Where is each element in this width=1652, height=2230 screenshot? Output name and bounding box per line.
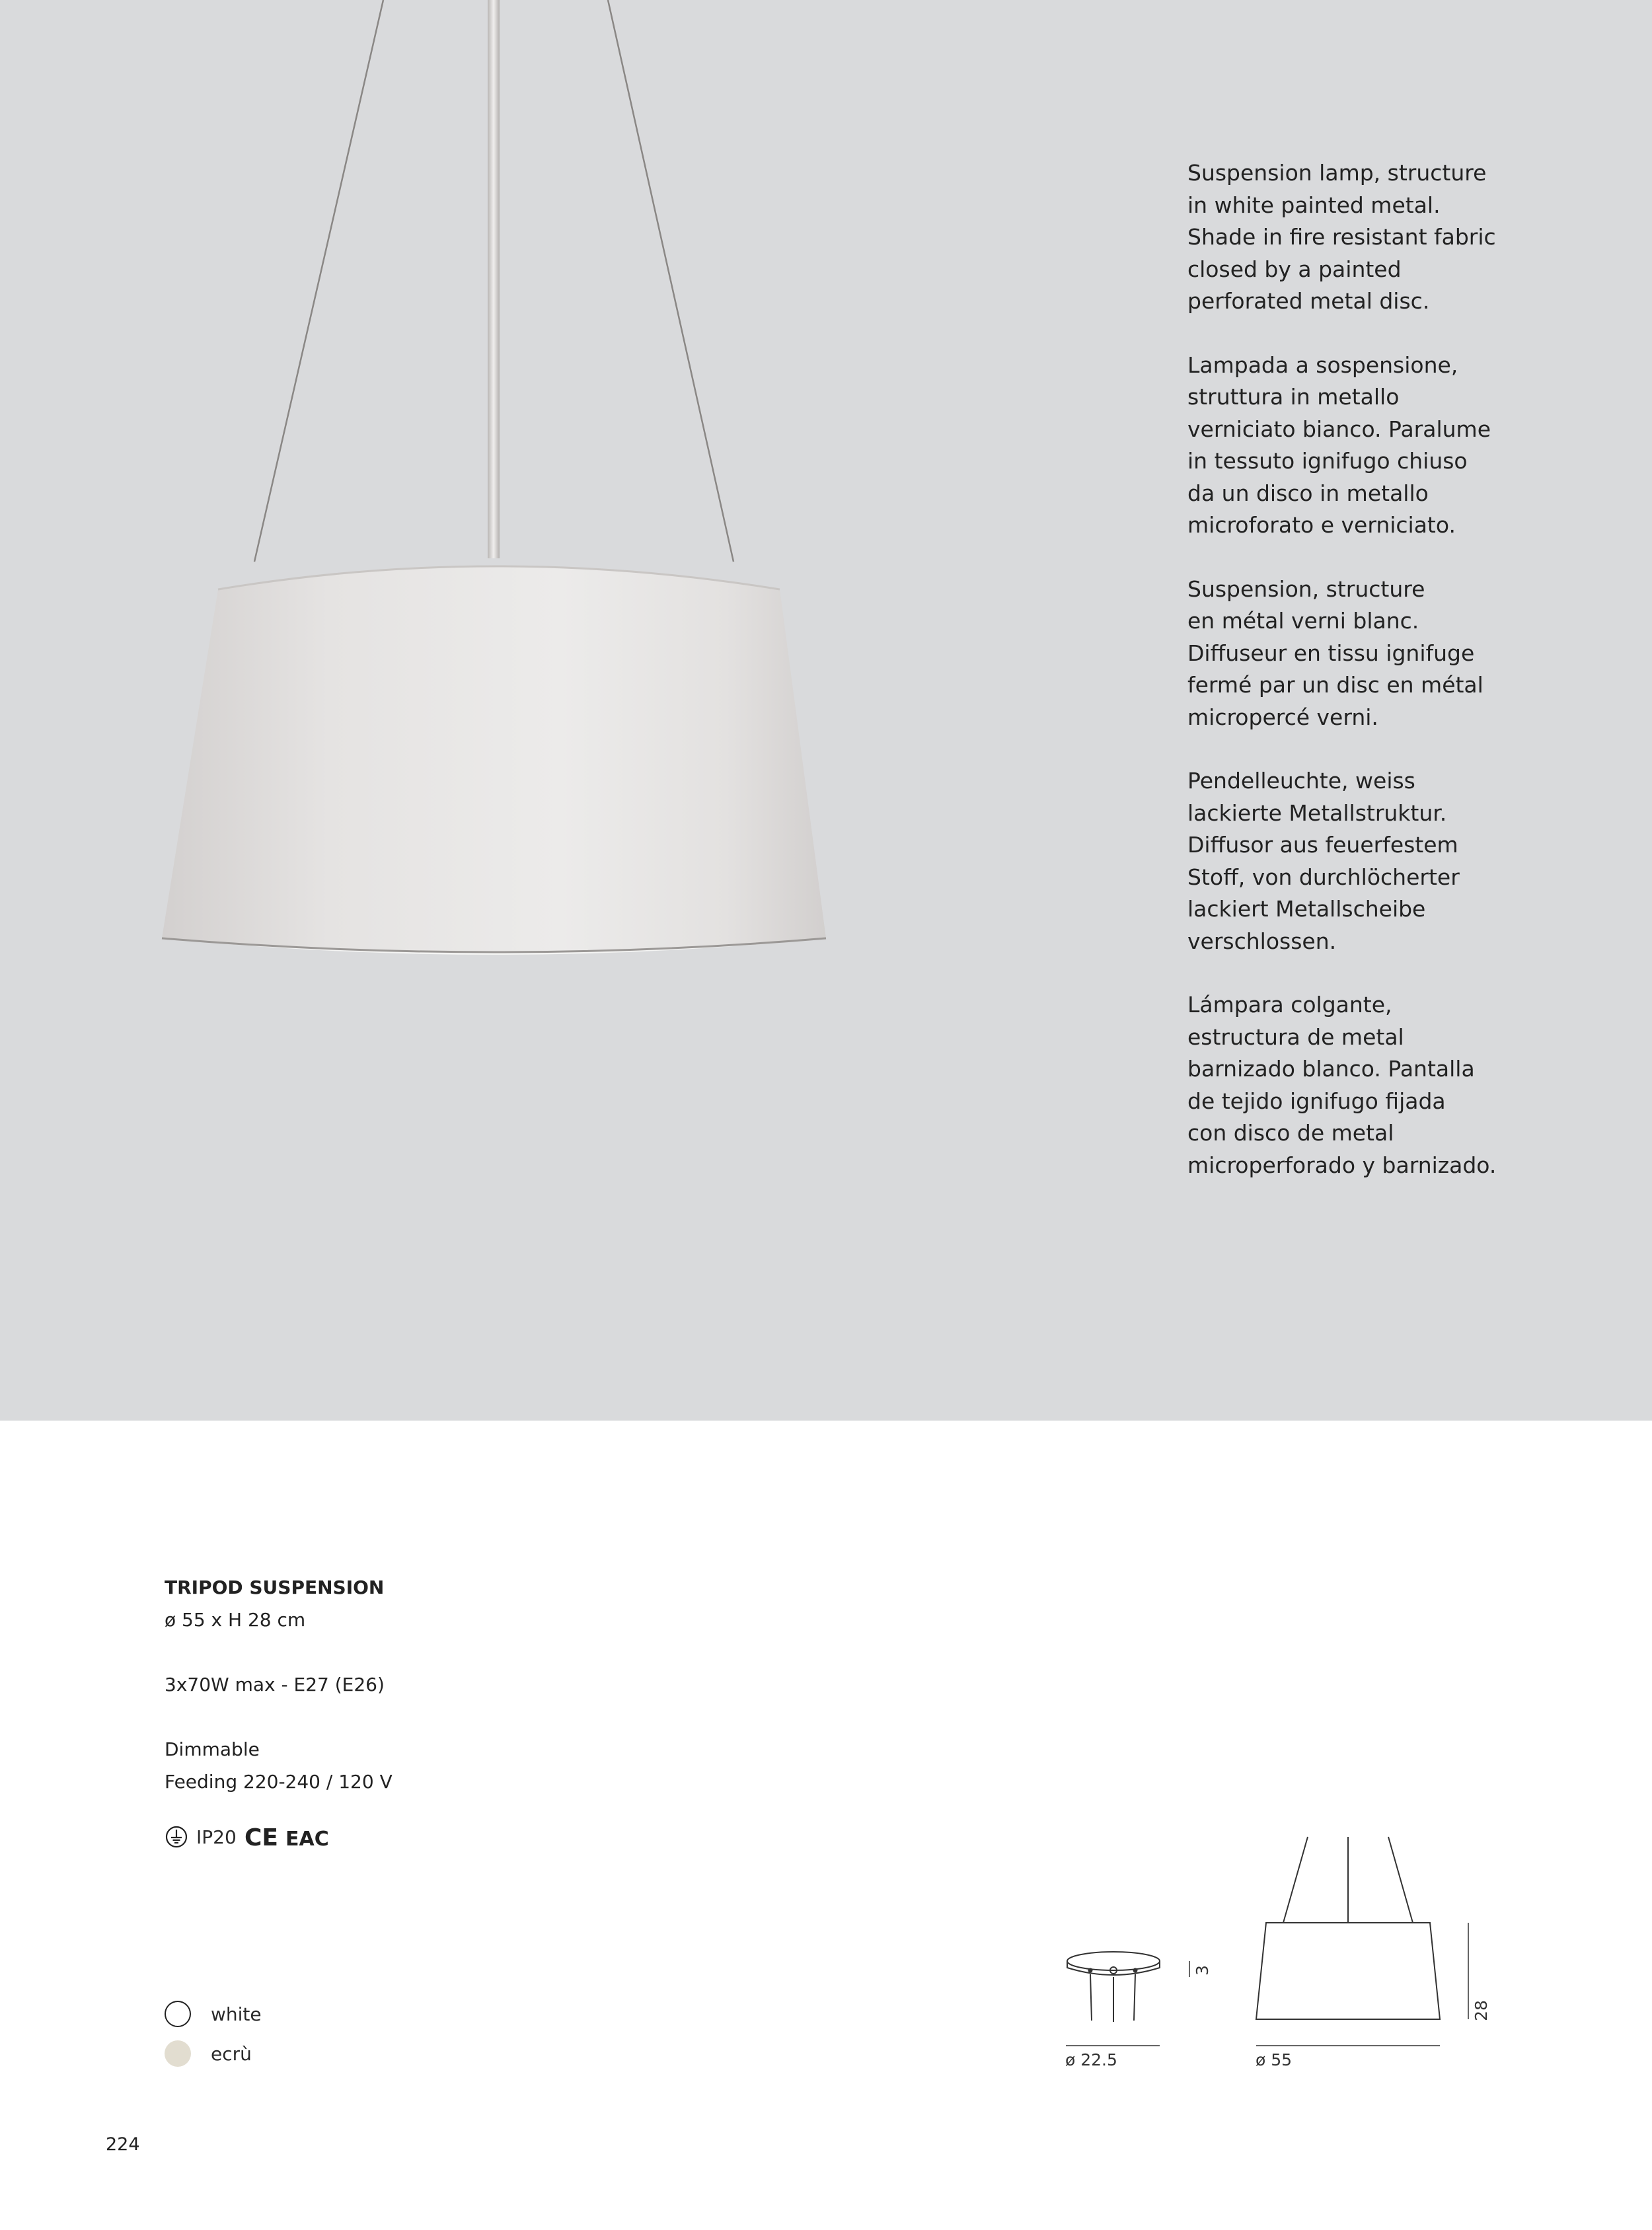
canopy-height-label: 3 (1193, 1965, 1212, 1976)
swatch-ecru (165, 2040, 191, 2067)
description-english: Suspension lamp, structure in white painted metal. Shade in fire resistant fabric closed by a painted perforated metal disc. (1187, 160, 1496, 314)
finish-white (165, 1994, 262, 2034)
product-specs (165, 1571, 759, 1798)
eac-mark-icon (285, 1825, 329, 1851)
product-feeding: Feeding 220-240 / 120 V (165, 1771, 393, 1793)
ground-symbol-icon (165, 1825, 188, 1849)
product-power: 3x70W max - E27 (E26) (165, 1674, 385, 1695)
shade-diameter-label: ø 55 (1256, 2050, 1293, 2069)
product-size: ø 55 x H 28 cm (165, 1609, 306, 1631)
spacer (165, 1636, 759, 1668)
product-title: TRIPOD SUSPENSION (165, 1577, 385, 1598)
svg-text:EAC: EAC (285, 1828, 329, 1851)
technical-drawing (1031, 1824, 1507, 2088)
canopy-diameter-label: ø 22.5 (1065, 2050, 1117, 2069)
description-italian: Lampada a sospensione, struttura in metallo verniciato bianco. Paralume in tessuto ignifugo chiuso da un disco in metallo microforato e verniciato. (1187, 352, 1491, 538)
svg-text:CE: CE (244, 1824, 278, 1851)
canopy-drawing (1067, 1952, 1160, 2022)
product-description (1187, 157, 1531, 1213)
shade-height-label: 28 (1472, 2000, 1491, 2021)
ip-rating: IP20 (196, 1826, 237, 1848)
product-dimmable: Dimmable (165, 1738, 260, 1760)
spacer (165, 1701, 759, 1733)
ce-mark-icon (244, 1825, 278, 1849)
page-number: 224 (106, 2134, 140, 2155)
finish-label-white: white (211, 2003, 262, 2025)
lamp-photo (0, 0, 925, 991)
certification-row (165, 1822, 329, 1851)
lamp-drawing (1256, 1837, 1440, 2019)
description-german: Pendelleuchte, weiss lackierte Metallstruktur. Diffusor aus feuerfestem Stoff, von durchlöcherter lackiert Metallscheibe verschlossen. (1187, 768, 1460, 954)
finish-label-ecru: ecrù (211, 2042, 252, 2065)
finish-ecru (165, 2034, 262, 2073)
description-french: Suspension, structure en métal verni blanc. Diffuseur en tissu ignifuge fermé par un disc en métal micropercé verni. (1187, 576, 1483, 730)
description-spanish: Lámpara colgante, estructura de metal barnizado blanco. Pantalla de tejido ignifugo fijada con disco de metal microperforado y barnizado. (1187, 992, 1497, 1178)
finish-swatches (165, 1994, 262, 2073)
swatch-white (165, 2001, 191, 2027)
